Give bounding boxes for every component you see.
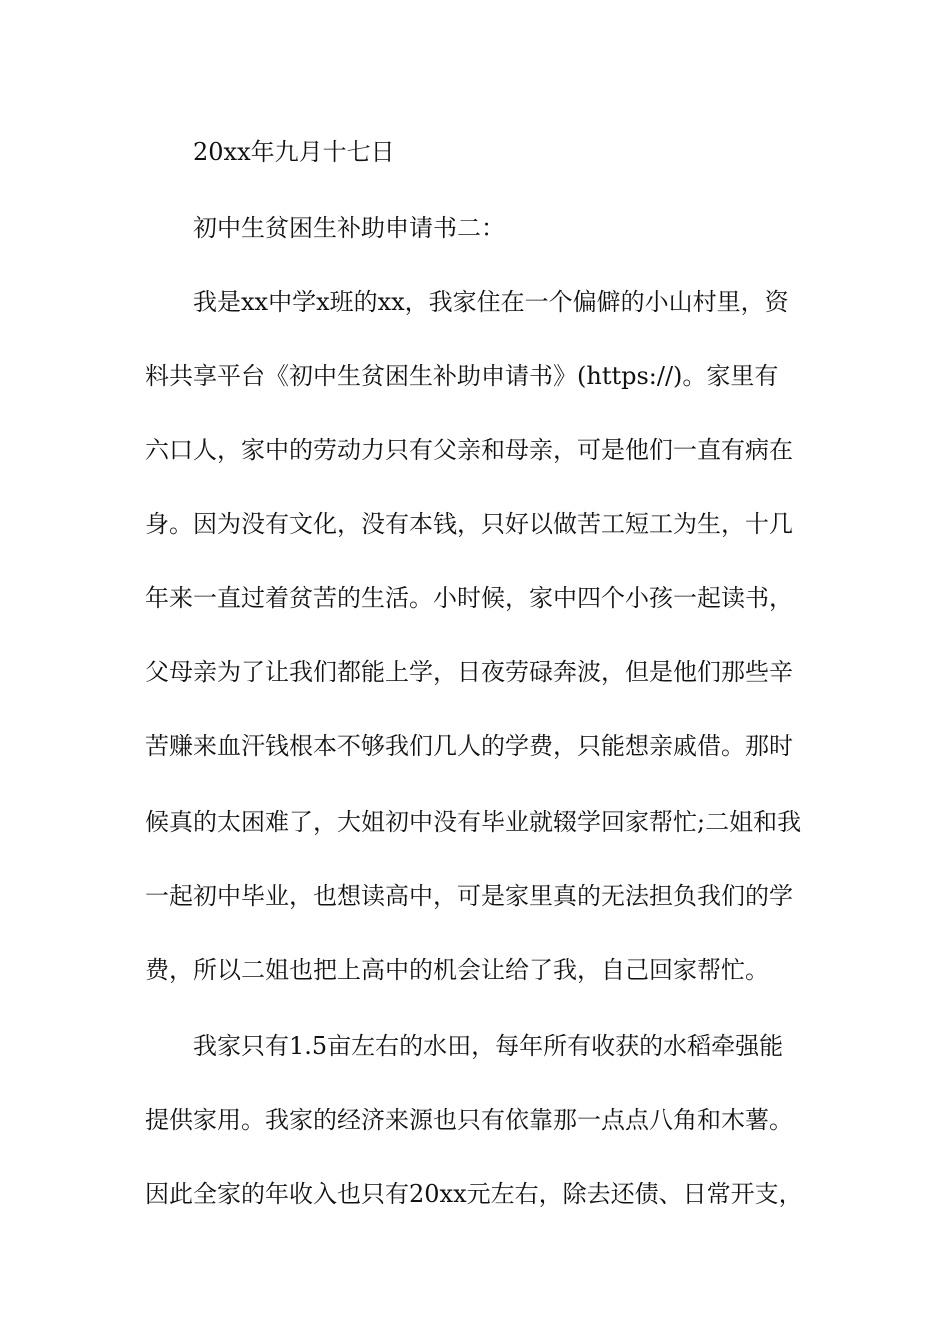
paragraph-line: 料共享平台《初中生贫困生补助申请书》(https://)。家里有 bbox=[145, 362, 779, 390]
paragraph-line: 我家只有1.5亩左右的水田，每年所有收获的水稻牵强能 bbox=[193, 1032, 784, 1060]
paragraph-line: 提供家用。我家的经济来源也只有依靠那一点点八角和木薯。 bbox=[145, 1106, 793, 1134]
paragraph-line: 身。因为没有文化，没有本钱，只好以做苦工短工为生，十几 bbox=[145, 510, 793, 538]
paragraph-line: 一起初中毕业，也想读高中，可是家里真的无法担负我们的学 bbox=[145, 882, 793, 910]
paragraph-line: 苦赚来血汗钱根本不够我们几人的学费，只能想亲戚借。那时 bbox=[145, 732, 793, 760]
paragraph-line: 父母亲为了让我们都能上学，日夜劳碌奔波，但是他们那些辛 bbox=[145, 658, 793, 686]
paragraph-line: 年来一直过着贫苦的生活。小时候，家中四个小孩一起读书， bbox=[145, 584, 793, 612]
paragraph-line: 费，所以二姐也把上高中的机会让给了我，自己回家帮忙。 bbox=[145, 956, 769, 984]
paragraph-line: 因此全家的年收入也只有20xx元左右，除去还债、日常开支， bbox=[145, 1180, 803, 1208]
paragraph-line: 候真的太困难了，大姐初中没有毕业就辍学回家帮忙;二姐和我 bbox=[145, 808, 802, 836]
section-heading: 初中生贫困生补助申请书二： bbox=[193, 214, 505, 242]
paragraph-line: 我是xx中学x班的xx，我家住在一个偏僻的小山村里，资 bbox=[193, 288, 789, 316]
date-line: 20xx年九月十七日 bbox=[193, 138, 395, 166]
paragraph-line: 六口人，家中的劳动力只有父亲和母亲，可是他们一直有病在 bbox=[145, 436, 793, 464]
